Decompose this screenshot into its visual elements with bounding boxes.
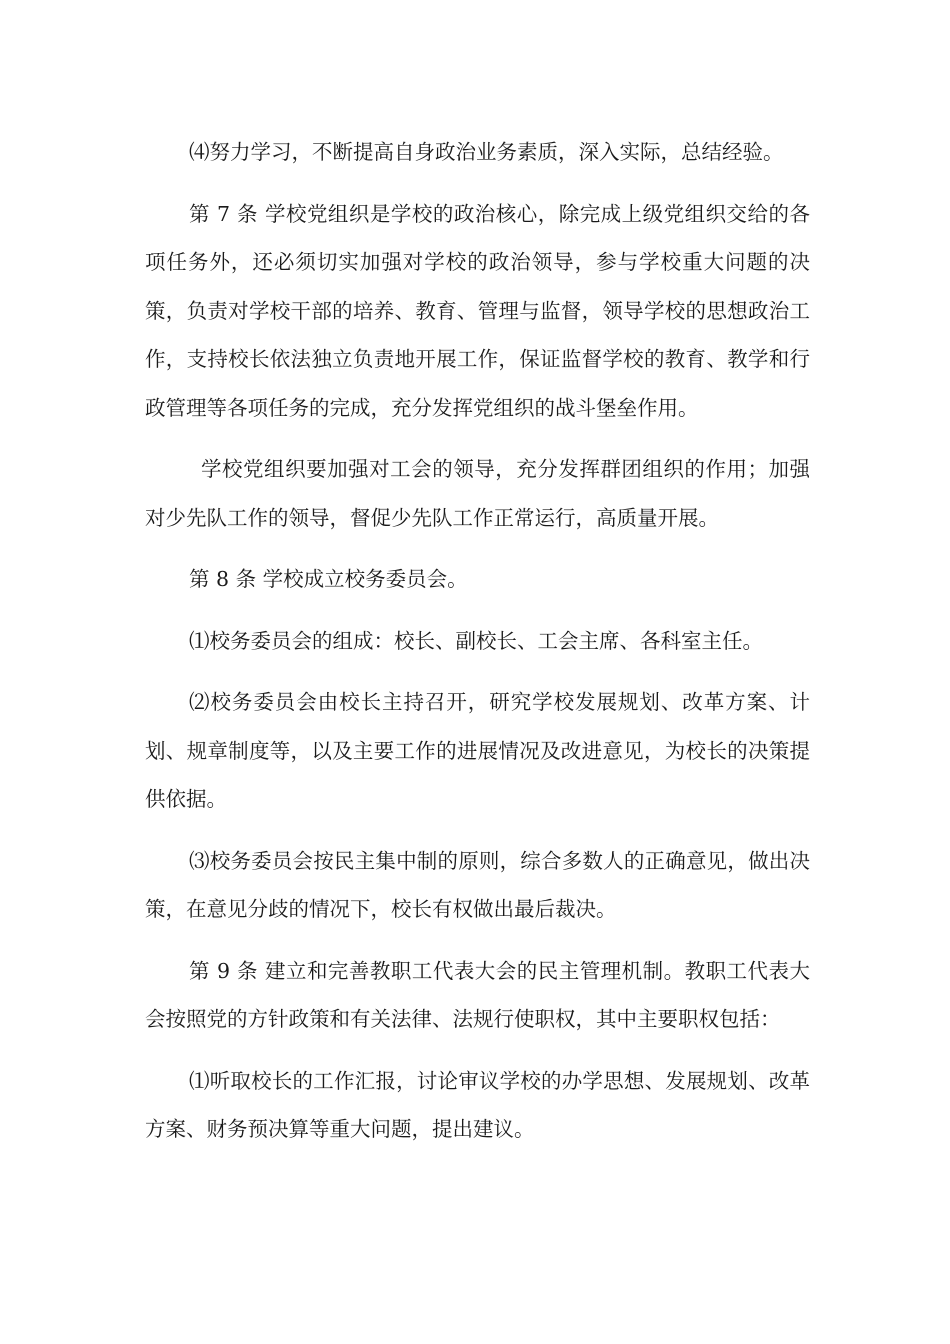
paragraph-committee-meetings: ⑵校务委员会由校长主持召开，研究学校发展规划、改革方案、计划、规章制度等，以及主要工作的进展情况及改进意见，为校长的决策提供依据。 — [145, 690, 810, 811]
paragraph-report-review: ⑴听取校长的工作汇报，讨论审议学校的办学思想、发展规划、改革方案、财务预决算等重大问题，提出建议。 — [145, 1068, 810, 1141]
paragraph-article-9: 第 9 条 建立和完善教职工代表大会的民主管理机制。教职工代表大会按照党的方针政策和有关法律、法规行使职权，其中主要职权包括： — [145, 958, 810, 1031]
paragraph-committee-composition: ⑴校务委员会的组成：校长、副校长、工会主席、各科室主任。 — [189, 628, 763, 653]
paragraph-party-leadership: 学校党组织要加强对工会的领导，充分发挥群团组织的作用；加强对少先队工作的领导，督促少先队工作正常运行，高质量开展。 — [145, 457, 810, 530]
paragraph-article-7: 第 7 条 学校党组织是学校的政治核心，除完成上级党组织交给的各项任务外，还必须切实加强对学校的政治领导，参与学校重大问题的决策，负责对学校干部的培养、教育、管理与监督，领导学校的思想政治工作，支持校长依法独立负责地开展工作，保证监督学校的教育、教学和行政管理等各项任务的完成，充分发挥党组织的战斗堡垒作用。 — [145, 201, 810, 420]
paragraph-article-8: 第 8 条 学校成立校务委员会。 — [189, 567, 468, 591]
paragraph-study: ⑷努力学习，不断提高自身政治业务素质，深入实际，总结经验。 — [189, 140, 784, 164]
document-page — [145, 128, 810, 1154]
paragraph-committee-decisions: ⑶校务委员会按民主集中制的原则，综合多数人的正确意见，做出决策，在意见分歧的情况下，校长有权做出最后裁决。 — [145, 848, 810, 921]
